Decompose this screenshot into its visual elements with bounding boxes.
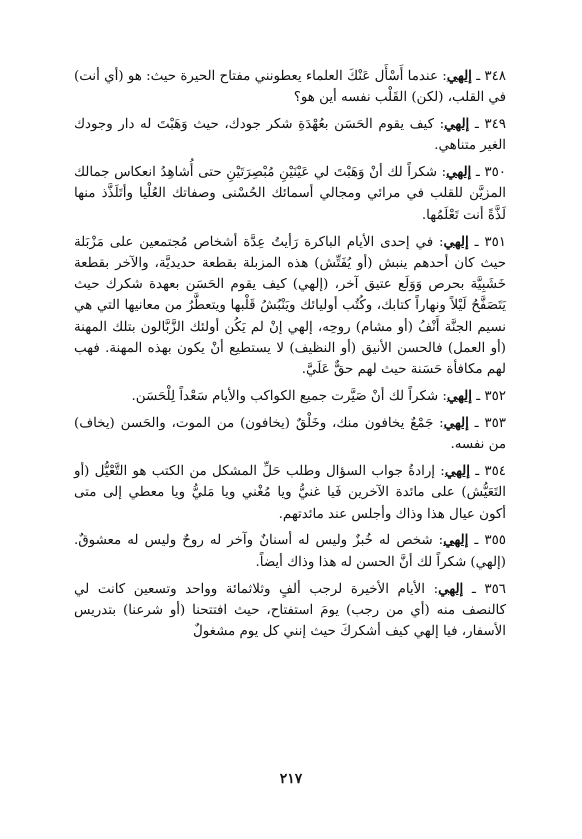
entry-text: شكراً لك أنْ وَهَبْتَ لي عَيْنَيْنِ مُبْصِرَتَيْنِ حتى أُشاهِدُ انعكاس جمالك المزيَّن للقلب في مرائي ومجالي أسمائك الحُسْنى وصفاتك العُلْيا وأتَلَذَّذ منها لَذَّةً أنت تَعْلَمُها.	[74, 165, 506, 223]
entry-number: ٣٥٥	[484, 533, 506, 549]
entry-number: ٣٤٨	[484, 69, 506, 84]
entry-352: ٣٥٢ ـ إلهي: شكراً لك أنْ صَيَّرت جميع الكواكب والأيام سَعْداً لِلْحَسَن.	[131, 388, 506, 405]
entry-number: ٣٥١	[484, 234, 506, 250]
entry-heading: إلهي	[443, 532, 469, 549]
entry-heading: إلهي	[444, 116, 470, 133]
entry-348: ٣٤٨ ـ إلهي: عندما أَسْأَل عَنْكَ العلماء يعطونني مفتاح الحيرة حيث: هو (أي أنت) في القلب، (لكن) القَلْب نفسه أين هو؟	[74, 68, 506, 106]
entry-heading: إلهي	[446, 388, 472, 405]
entry-number: ٣٥٠	[484, 165, 506, 181]
entry-number: ٣٥٤	[484, 464, 506, 480]
entry-heading: إلهي	[446, 68, 472, 84]
entry-355: ٣٥٥ ـ إلهي: شخص له خُبزٌ وليس له أسنانٌ وآخر له روحٌ وليس له معشوقٌ. (إلهي) شكراً لك أنَّ الحسن له هذا وذاك أيضاً.	[74, 532, 506, 570]
page-body	[74, 66, 506, 648]
entry-349: ٣٤٩ ـ إلهي: كيف يقوم الحَسَن بعُهْدَةِ شكر جودك، حيث وَهَبْتَ له دار وجودك الغير متناهي.	[74, 116, 506, 154]
entry-350: ٣٥٠ ـ إلهي: شكراً لك أنْ وَهَبْتَ لي عَيْنَيْنِ مُبْصِرَتَيْنِ حتى أُشاهِدُ انعكاس جمالك المزيَّن للقلب في مرائي ومجالي أسمائك الحُسْنى وصفاتك العُلْيا وأتَلَذَّذ منها لَذَّةً أنت تَعْلَمُها.	[74, 164, 506, 223]
entry-text: عندما أَسْأَل عَنْكَ العلماء يعطونني مفتاح الحيرة حيث: هو (أي أنت) في القلب، (لكن) القَلْب نفسه أين هو؟	[74, 69, 506, 106]
entry-heading: إلهي	[443, 414, 469, 431]
entry-heading: إلهي	[446, 164, 472, 181]
entry-354: ٣٥٤ ـ إلهي: إرادةُ جواب السؤال وطلب حَلِّ المشكل من الكتب هو التَّعْيُّل (أو التَعَيُّش) على مائدة الآخرين فَيا غنيُّ ويا مُغْني ويا مَليُّ ويا معطي إلى متى أكون عيال هذا وذاك وأجلس عند مائدتهم.	[74, 463, 506, 522]
entry-351: ٣٥١ ـ إلهي: في إحدى الأيام الباكرة رَأيتُ عِدَّة أشخاص مُجتمعين على مَزْبَلة حيث كان أحدهم ينبش (أو يُفَتِّش) هذه المزبلة بقطعة حديديَّة، والآخر بقطعة خَشَبِيَّة بحرص وَوَلَع عتيق آخر، (إلهي) كيف يقوم الحَسَن بعهدة شكرك حيث يَتَصَفَّحُ لَيْلاً ونهاراً كتابك، وكُتُب أوليائك ويَنْبُشُ قَلْبها ويتعطَّرُ من معانيها التي هي نسيم الجنَّة أَنْفُ (أو مشام) روحِه، إلهي إنْ لم يَكُن أولئك الزَّبَّالون بتلك المهنة (أو العمل) فالحسن الأنيق (أو النظيف) لا يستطيع أنْ يكون بهذه المهنة. فهب لهم مكافأة حَسَنة حيث لهم حقٌّ عَلَيَّ.	[74, 233, 506, 378]
entry-text: شكراً لك أنْ صَيَّرت جميع الكواكب والأيام سَعْداً لِلْحَسَن.	[131, 389, 439, 405]
entry-number: ٣٥٣	[484, 415, 506, 431]
entry-text: الأيام الأخيرة لرجب ألفٍ وثلاثمائة وواحد وتسعين كانت لي كالنصف منه (أي من رجب) يومَ استفتاح، حيث افتتحنا (أو شرعنا) بتدريس الأسفار، فيا إلهي كيف أشكركَ حيث إنني كل يوم مشغولٌ	[74, 581, 506, 640]
entry-number: ٣٤٩	[484, 117, 506, 133]
entry-text: كيف يقوم الحَسَن بعُهْدَةِ شكر جودك، حيث وَهَبْتَ له دار وجودك الغير متناهي.	[74, 117, 506, 154]
entry-text: شخص له خُبزٌ وليس له أسنانٌ وآخر له روحٌ وليس له معشوقٌ. (إلهي) شكراً لك أنَّ الحسن له هذا وذاك أيضاً.	[74, 533, 506, 570]
entry-heading: إلهي	[444, 463, 470, 480]
entry-353: ٣٥٣ ـ إلهي: جَمْعٌ يخافون منك، وخَلْقٌ (يخافون) من الموت، والحَسن (يخاف) من نفسه.	[74, 414, 506, 453]
entry-text: في إحدى الأيام الباكرة رَأيتُ عِدَّة أشخاص مُجتمعين على مَزْبَلة حيث كان أحدهم ينبش (أو يُفَتِّش) هذه المزبلة بقطعة حديديَّة، والآخر بقطعة خَشَبِيَّة بحرص وَوَلَع عتيق آخر، (إلهي) كيف يقوم الحَسَن بعهدة شكرك حيث يَتَصَفَّحُ لَيْلاً ونهاراً كتابك، وكُتُب أوليائك ويَنْبُشُ قَلْبها ويتعطَّرُ من معانيها التي هي نسيم الجنَّة أَنْفُ (أو مشام) روحِه، إلهي إنْ لم يَكُن أولئك الزَّبَّالون بتلك المهنة (أو العمل) فالحسن الأنيق (أو النظيف) لا يستطيع أنْ يكون بهذه المهنة. فهب لهم مكافأة حَسَنة حيث لهم حقٌّ عَلَيَّ.	[74, 234, 506, 378]
entry-356: ٣٥٦ ـ إلهي: الأيام الأخيرة لرجب ألفٍ وثلاثمائة وواحد وتسعين كانت لي كالنصف منه (أي من رجب) يومَ استفتاح، حيث افتتحنا (أو شرعنا) بتدريس الأسفار، فيا إلهي كيف أشكركَ حيث إنني كل يوم مشغولٌ	[74, 580, 506, 640]
page-number: ٢١٧	[279, 771, 303, 787]
entry-heading: إلهي	[438, 580, 464, 597]
entry-text: جَمْعٌ يخافون منك، وخَلْقٌ (يخافون) من الموت، والحَسن (يخاف) من نفسه.	[74, 415, 506, 453]
entry-number: ٣٥٢	[484, 389, 506, 405]
entry-text: إرادةُ جواب السؤال وطلب حَلِّ المشكل من الكتب هو التَّعْيُّل (أو التَعَيُّش) على مائدة الآخرين فَيا غنيُّ ويا مُغْني ويا مَليُّ ويا معطي إلى متى أكون عيال هذا وذاك وأجلس عند مائدتهم.	[74, 464, 506, 522]
entry-heading: إلهي	[443, 233, 469, 250]
entry-number: ٣٥٦	[484, 581, 506, 597]
